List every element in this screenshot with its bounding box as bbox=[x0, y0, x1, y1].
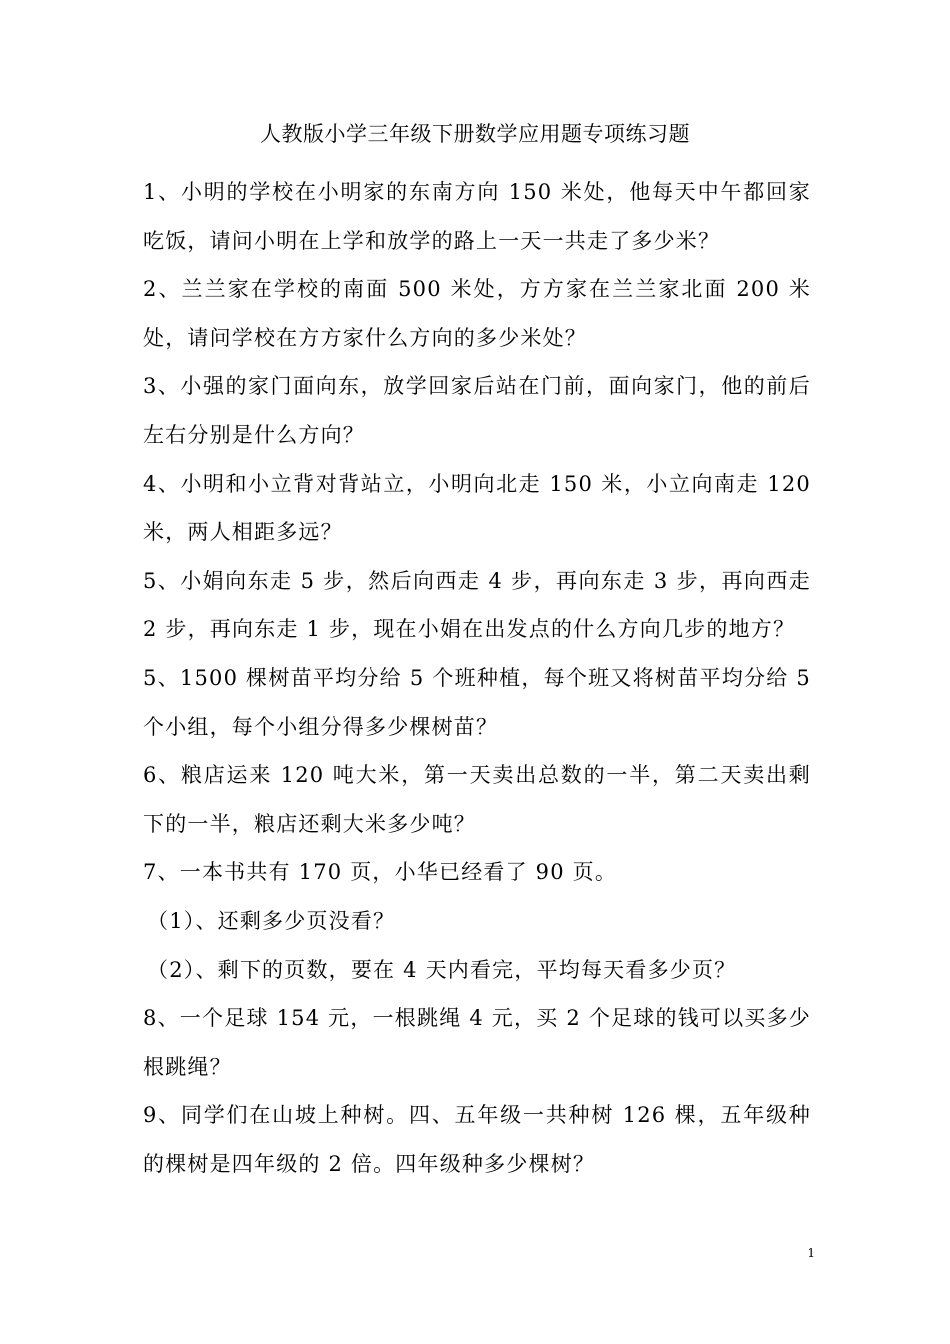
question-5b: 5、1500 棵树苗平均分给 5 个班种植，每个班又将树苗平均分给 5 个小组，每个小组分得多少棵树苗？ bbox=[143, 665, 811, 739]
question-3: 3、小强的家门面向东，放学回家后站在门前，面向家门，他的前后左右分别是什么方向？ bbox=[143, 374, 811, 447]
question-7-part-2: （2）、剩下的页数，要在 4 天内看完，平均每天看多少页？ bbox=[147, 957, 737, 982]
question-1: 1、小明的学校在小明家的东南方向 150 米处，他每天中午都回家吃饭，请问小明在上学和放学的路上一天一共走了多少米？ bbox=[143, 180, 811, 253]
question-2: 2、兰兰家在学校的南面 500 米处，方方家在兰兰家北面 200 米处，请问学校在方方家什么方向的多少米处？ bbox=[143, 277, 811, 350]
page-number: 1 bbox=[807, 1246, 815, 1260]
question-4: 4、小明和小立背对背站立，小明向北走 150 米，小立向南走 120 米，两人相距多远？ bbox=[143, 471, 811, 545]
question-8: 8、一个足球 154 元，一根跳绳 4 元，买 2 个足球的钱可以买多少根跳绳？ bbox=[143, 1006, 811, 1079]
document-body bbox=[143, 168, 811, 1188]
question-7-part-1: （1）、还剩多少页没看？ bbox=[147, 908, 396, 933]
question-6: 6、粮店运来 120 吨大米，第一天卖出总数的一半，第二天卖出剩下的一半，粮店还剩大米多少吨？ bbox=[143, 763, 811, 836]
document-title: 人教版小学三年级下册数学应用题专项练习题 bbox=[260, 122, 690, 146]
question-9: 9、同学们在山坡上种树。四、五年级一共种树 126 棵，五年级种的棵树是四年级的 2 倍。四年级种多少棵树？ bbox=[143, 1103, 811, 1176]
question-5a: 5、小娟向东走 5 步，然后向西走 4 步，再向东走 3 步，再向西走 2 步，再向东走 1 步，现在小娟在出发点的什么方向几步的地方？ bbox=[143, 568, 811, 642]
question-7: 7、一本书共有 170 页，小华已经看了 90 页。 bbox=[143, 860, 618, 885]
